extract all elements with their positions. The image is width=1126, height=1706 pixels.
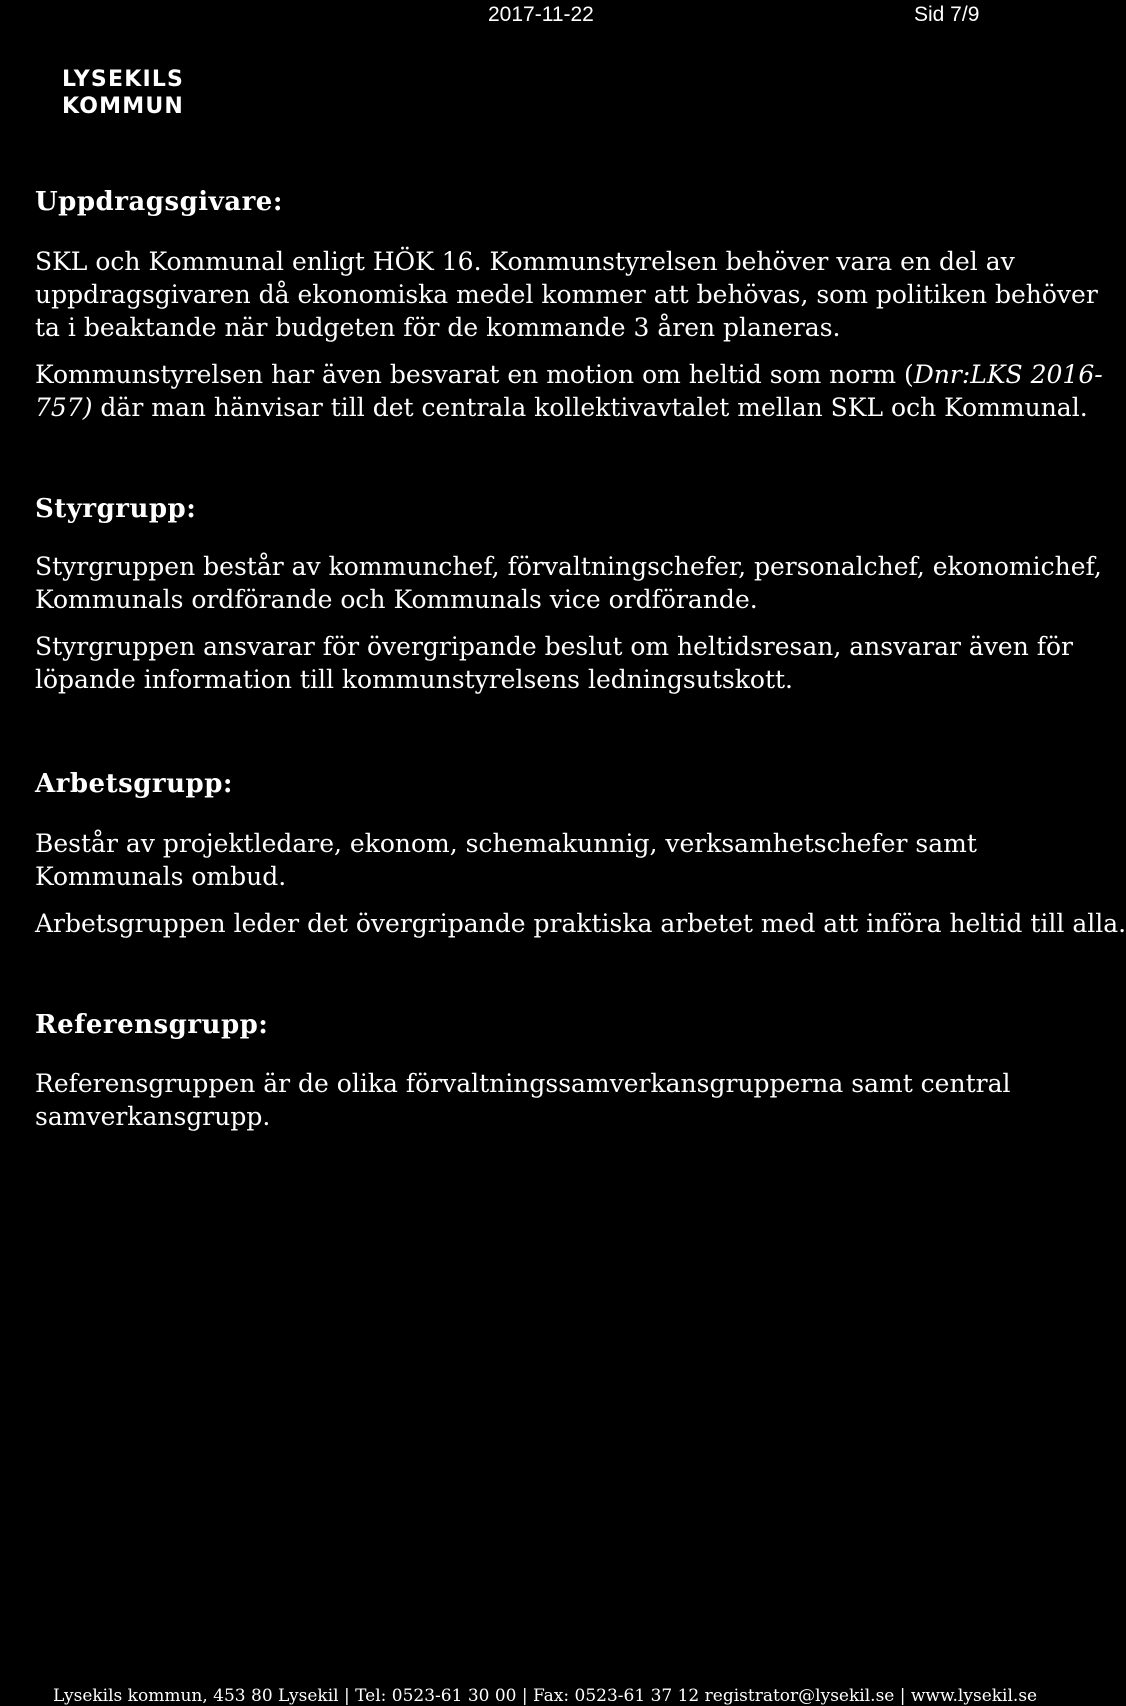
heading-uppdragsgivare: Uppdragsgivare: (35, 187, 283, 217)
paragraph-uppdragsgivare-1 (35, 245, 1098, 344)
logo-line-2: KOMMUN (62, 94, 185, 119)
section-referensgrupp (35, 1008, 1025, 1133)
text-line: ta i beaktande när budgeten för de kommande 3 åren planeras. (35, 313, 841, 342)
dnr-reference-cont: 757) (35, 393, 93, 422)
logo-line-1: LYSEKILS (62, 67, 185, 92)
paragraph-arbetsgrupp-1 (35, 827, 1025, 893)
text-line: Arbetsgruppen leder det övergripande praktiska arbetet med att införa heltid till alla. (35, 909, 1126, 938)
heading-styrgrupp: Styrgrupp: (35, 494, 197, 524)
text-line (35, 358, 1103, 391)
lysekils-kommun-logo (62, 66, 184, 120)
paragraph-arbetsgrupp-2 (35, 907, 1126, 940)
section-styrgrupp (35, 492, 1102, 696)
text-line: Består av projektledare, ekonom, schemakunnig, verksamhetschefer samt (35, 829, 977, 858)
page-footer: Lysekils kommun, 453 80 Lysekil | Tel: 0523-61 30 00 | Fax: 0523-61 37 12 registrator@lysekil.se | www.lysekil.se (53, 1686, 1038, 1706)
text-line: Kommunals ordförande och Kommunals vice ordförande. (35, 585, 758, 614)
text-line: samverkansgrupp. (35, 1102, 271, 1131)
heading-referensgrupp: Referensgrupp: (35, 1010, 269, 1040)
text-line: Styrgruppen ansvarar för övergripande beslut om heltidsresan, ansvarar även för (35, 632, 1074, 661)
paragraph-referensgrupp-1 (35, 1067, 1025, 1133)
section-uppdragsgivare (35, 185, 1103, 424)
page-number: Sid 7/9 (914, 3, 980, 26)
paragraph-uppdragsgivare-2 (35, 358, 1103, 424)
text-line: löpande information till kommunstyrelsens ledningsutskott. (35, 665, 793, 694)
text-line: Referensgruppen är de olika förvaltningssamverkansgrupperna samt central (35, 1069, 1011, 1098)
text-line (35, 391, 1088, 424)
document-date: 2017-11-22 (488, 3, 594, 26)
section-arbetsgrupp (35, 767, 1126, 940)
text-line: Kommunals ombud. (35, 862, 287, 891)
page-header (0, 3, 1024, 33)
dnr-reference: Dnr:LKS 2016- (913, 360, 1103, 389)
motion-text: Kommunstyrelsen har även besvarat en motion om heltid som norm ( (35, 360, 914, 389)
paragraph-styrgrupp-1 (35, 550, 1102, 616)
text-line: uppdragsgivaren då ekonomiska medel kommer att behövas, som politiken behöver (35, 280, 1098, 309)
text-line: Styrgruppen består av kommunchef, förvaltningschefer, personalchef, ekonomichef, (35, 552, 1102, 581)
text-line: SKL och Kommunal enligt HÖK 16. Kommunstyrelsen behöver vara en del av (35, 247, 1015, 276)
motion-text-cont: där man hänvisar till det centrala kollektivavtalet mellan SKL och Kommunal. (92, 393, 1088, 422)
heading-arbetsgrupp: Arbetsgrupp: (35, 769, 233, 799)
paragraph-styrgrupp-2 (35, 630, 1074, 696)
